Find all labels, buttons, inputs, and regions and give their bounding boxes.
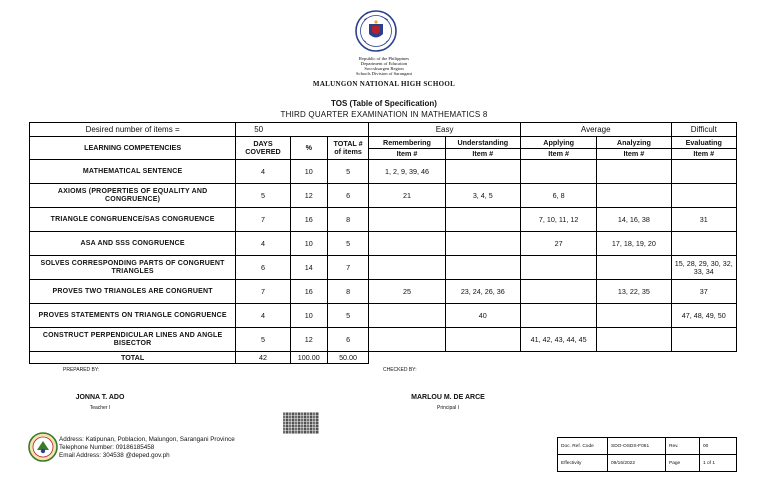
- percent-cell: 16: [290, 208, 327, 232]
- percent-cell: 10: [290, 160, 327, 184]
- understanding-cell: [445, 160, 520, 184]
- percent-cell: 12: [290, 184, 327, 208]
- applying-cell: 6, 8: [520, 184, 596, 208]
- applying-cell: [520, 160, 596, 184]
- prepared-by-label: PREPARED BY:: [63, 367, 100, 373]
- evaluating-cell: 31: [671, 208, 737, 232]
- footer-telephone: Telephone Number: 09186185458: [59, 444, 155, 451]
- rev-label: Rev.: [666, 438, 700, 455]
- tos-title: TOS (Table of Specification): [331, 99, 437, 108]
- applying-cell: 41, 42, 43, 44, 45: [520, 328, 596, 352]
- evaluating-cell: [671, 184, 737, 208]
- understanding-cell: 3, 4, 5: [445, 184, 520, 208]
- evaluating-cell: 47, 48, 49, 50: [671, 304, 737, 328]
- remembering-cell: 21: [369, 184, 445, 208]
- effectivity-value: 09/16/2022: [608, 455, 666, 472]
- percent-cell: 14: [290, 256, 327, 280]
- table-row: [30, 328, 737, 352]
- rev-value: 00: [700, 438, 737, 455]
- days-cell: 5: [236, 328, 291, 352]
- exam-title: THIRD QUARTER EXAMINATION IN MATHEMATICS 8: [280, 110, 488, 119]
- total-cell: 6: [327, 328, 368, 352]
- percent-cell: 16: [290, 280, 327, 304]
- total-cell: 5: [327, 304, 368, 328]
- competency-cell: ASA AND SSS CONGRUENCE: [30, 232, 236, 256]
- days-cell: 4: [236, 160, 291, 184]
- table-row: [30, 280, 737, 304]
- table-row: [30, 208, 737, 232]
- days-cell: 5: [236, 184, 291, 208]
- understanding-cell: 23, 24, 26, 36: [445, 280, 520, 304]
- applying-cell: 7, 10, 11, 12: [520, 208, 596, 232]
- table-row: [30, 256, 737, 280]
- remembering-cell: 25: [369, 280, 445, 304]
- table-row: [30, 232, 737, 256]
- understanding-header: Understanding: [445, 137, 520, 149]
- document-control-table: [557, 437, 737, 472]
- doc-ref-value: SDO-OSDS-F061: [608, 438, 666, 455]
- understanding-cell: 40: [445, 304, 520, 328]
- page-label: Page: [666, 455, 700, 472]
- understanding-cell: [445, 208, 520, 232]
- department-line: Department of Education: [360, 61, 408, 66]
- footer-address: Address: Katipunan, Poblacion, Malungon, Sarangani Province: [59, 436, 235, 443]
- percent-cell: 10: [290, 304, 327, 328]
- total-row: [30, 352, 737, 364]
- republic-line: Republic of the Philippines: [358, 56, 410, 61]
- remembering-cell: 1, 2, 9, 39, 46: [369, 160, 445, 184]
- evaluating-cell: [671, 328, 737, 352]
- days-cell: 4: [236, 232, 291, 256]
- total-cell: 7: [327, 256, 368, 280]
- remembering-cell: [369, 304, 445, 328]
- competency-cell: AXIOMS (PROPERTIES OF EQUALITY AND CONGRUENCE): [30, 184, 236, 208]
- total-cell: 5: [327, 232, 368, 256]
- analyzing-header: Analyzing: [597, 137, 671, 149]
- footer-email: Email Address: 304538 @deped.gov.ph: [59, 452, 170, 459]
- understanding-cell: [445, 256, 520, 280]
- competency-cell: CONSTRUCT PERPENDICULAR LINES AND ANGLE BISECTOR: [30, 328, 236, 352]
- competency-cell: PROVES TWO TRIANGLES ARE CONGRUENT: [30, 280, 236, 304]
- blank-cell: [520, 352, 596, 364]
- average-header: Average: [520, 123, 671, 137]
- analyzing-cell: [597, 328, 671, 352]
- competency-cell: SOLVES CORRESPONDING PARTS OF CONGRUENT TRIANGLES: [30, 256, 236, 280]
- applying-cell: 27: [520, 232, 596, 256]
- analyzing-cell: 17, 18, 19, 20: [597, 232, 671, 256]
- evaluating-cell: [671, 232, 737, 256]
- total-cell: 8: [327, 208, 368, 232]
- blank-cell: [671, 352, 737, 364]
- effectivity-label: Effectivity: [558, 455, 608, 472]
- difficult-header: Difficult: [671, 123, 737, 137]
- blank-cell: [369, 352, 445, 364]
- analyzing-cell: [597, 304, 671, 328]
- tos-table: [29, 122, 737, 364]
- total-percent: 100.00: [290, 352, 327, 364]
- checked-by-label: CHECKED BY:: [383, 367, 417, 373]
- understanding-cell: [445, 328, 520, 352]
- remembering-header: Remembering: [369, 137, 445, 149]
- total-items-header: TOTAL # of items: [327, 137, 368, 160]
- desired-items-label: Desired number of items =: [30, 123, 236, 137]
- understanding-cell: [445, 232, 520, 256]
- applying-cell: [520, 280, 596, 304]
- division-line: Schools Division of Sarangani: [355, 71, 412, 76]
- percent-cell: 12: [290, 328, 327, 352]
- checker-position: Principal I: [437, 405, 459, 411]
- table-row: [30, 160, 737, 184]
- table-row: [30, 184, 737, 208]
- blank-cell: [597, 352, 671, 364]
- total-cell: 5: [327, 160, 368, 184]
- total-days: 42: [236, 352, 291, 364]
- item-number-label: Item #: [445, 149, 520, 160]
- competency-cell: PROVES STATEMENTS ON TRIANGLE CONGRUENCE: [30, 304, 236, 328]
- total-items: 50.00: [327, 352, 368, 364]
- percent-cell: 10: [290, 232, 327, 256]
- doc-ref-label: Doc. Ref. Code: [558, 438, 608, 455]
- checker-name: MARLOU M. DE ARCE: [411, 394, 485, 401]
- desired-items-value: 50: [236, 123, 369, 137]
- school-name: MALUNGON NATIONAL HIGH SCHOOL: [312, 80, 456, 88]
- applying-header: Applying: [520, 137, 596, 149]
- percent-header: %: [290, 137, 327, 160]
- applying-cell: [520, 304, 596, 328]
- school-logo: [28, 432, 58, 462]
- easy-header: Easy: [369, 123, 521, 137]
- evaluating-cell: [671, 160, 737, 184]
- evaluating-cell: 15, 28, 29, 30, 32, 33, 34: [671, 256, 737, 280]
- evaluating-header: Evaluating: [671, 137, 737, 149]
- blank-cell: [445, 352, 520, 364]
- days-cell: 4: [236, 304, 291, 328]
- item-number-label: Item #: [520, 149, 596, 160]
- remembering-cell: [369, 256, 445, 280]
- item-number-label: Item #: [671, 149, 737, 160]
- page-value: 1 of 1: [700, 455, 737, 472]
- days-cell: 6: [236, 256, 291, 280]
- total-label: TOTAL: [30, 352, 236, 364]
- analyzing-cell: [597, 184, 671, 208]
- analyzing-cell: [597, 256, 671, 280]
- competency-cell: TRIANGLE CONGRUENCE/SAS CONGRUENCE: [30, 208, 236, 232]
- days-header: DAYS COVERED: [236, 137, 291, 160]
- preparer-position: Teacher I: [89, 405, 111, 411]
- competencies-header: LEARNING COMPETENCIES: [30, 137, 236, 160]
- item-number-label: Item #: [597, 149, 671, 160]
- days-cell: 7: [236, 280, 291, 304]
- total-cell: 8: [327, 280, 368, 304]
- total-cell: 6: [327, 184, 368, 208]
- region-line: Soccsksargen Region: [364, 66, 404, 71]
- preparer-name: JONNA T. ADO: [75, 394, 125, 401]
- analyzing-cell: [597, 160, 671, 184]
- applying-cell: [520, 256, 596, 280]
- qr-code-image: [283, 412, 319, 434]
- item-number-label: Item #: [369, 149, 445, 160]
- remembering-cell: [369, 232, 445, 256]
- table-row: [30, 304, 737, 328]
- evaluating-cell: 37: [671, 280, 737, 304]
- competency-cell: MATHEMATICAL SENTENCE: [30, 160, 236, 184]
- remembering-cell: [369, 208, 445, 232]
- days-cell: 7: [236, 208, 291, 232]
- analyzing-cell: 14, 16, 38: [597, 208, 671, 232]
- analyzing-cell: 13, 22, 35: [597, 280, 671, 304]
- remembering-cell: [369, 328, 445, 352]
- deped-seal-logo: [355, 10, 397, 52]
